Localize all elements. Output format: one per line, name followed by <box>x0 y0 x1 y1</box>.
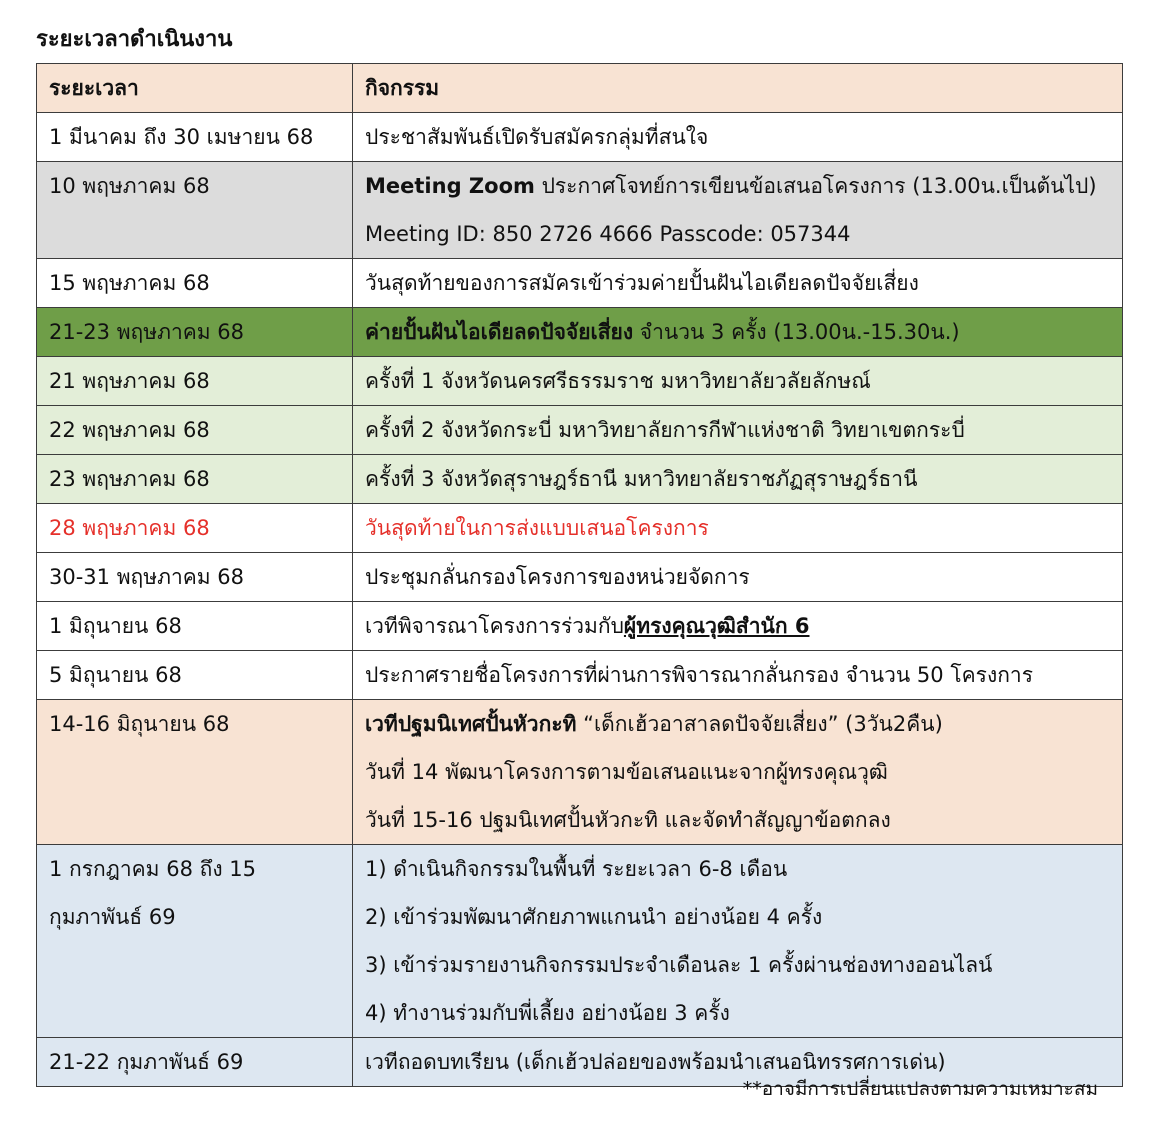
activity-line: วันที่ 15-16 ปฐมนิเทศปั้นหัวกะทิ และจัดทำสัญญาข้อตกลง <box>365 808 891 832</box>
table-row <box>37 553 1123 602</box>
table-row <box>37 651 1123 700</box>
table-row <box>37 162 1123 259</box>
row-period: 1 มีนาคม ถึง 30 เมษายน 68 <box>37 113 353 162</box>
table-row <box>37 308 1123 357</box>
row-period: 23 พฤษภาคม 68 <box>37 455 353 504</box>
activity-rest: ประกาศโจทย์การเขียนข้อเสนอโครงการ (13.00น.เป็นต้นไป) <box>534 174 1097 198</box>
activity-item: 2) เข้าร่วมพัฒนาศักยภาพแกนนำ อย่างน้อย 4 ครั้ง <box>365 905 823 929</box>
schedule-table <box>36 63 1123 1087</box>
activity-line: Meeting ID: 850 2726 4666 Passcode: 057344 <box>365 222 851 246</box>
row-period: 10 พฤษภาคม 68 <box>37 162 353 259</box>
table-row <box>37 845 1123 1038</box>
row-activity <box>353 700 1123 845</box>
row-period <box>37 845 353 1038</box>
table-row <box>37 113 1123 162</box>
row-activity <box>353 308 1123 357</box>
header-period: ระยะเวลา <box>37 64 353 113</box>
row-period: 21 พฤษภาคม 68 <box>37 357 353 406</box>
table-row <box>37 455 1123 504</box>
activity-bold: เวทีปฐมนิเทศปั้นหัวกะทิ <box>365 712 577 736</box>
page-title: ระยะเวลาดำเนินงาน <box>36 27 233 52</box>
row-period: 15 พฤษภาคม 68 <box>37 259 353 308</box>
activity-rest: จำนวน 3 ครั้ง (13.00น.-15.30น.) <box>633 320 960 344</box>
row-period: 30-31 พฤษภาคม 68 <box>37 553 353 602</box>
activity-line <box>365 700 1110 748</box>
activity-line <box>365 162 1110 210</box>
activity-pre: เวทีพิจารณาโครงการร่วมกับ <box>365 614 624 638</box>
row-period: 21-22 กุมภาพันธ์ 69 <box>37 1038 353 1087</box>
row-activity: ประกาศรายชื่อโครงการที่ผ่านการพิจารณากลั่นกรอง จำนวน 50 โครงการ <box>353 651 1123 700</box>
row-period: 21-23 พฤษภาคม 68 <box>37 308 353 357</box>
table-row <box>37 700 1123 845</box>
row-period: 22 พฤษภาคม 68 <box>37 406 353 455</box>
row-period: 5 มิถุนายน 68 <box>37 651 353 700</box>
table-row <box>37 259 1123 308</box>
row-activity: ครั้งที่ 1 จังหวัดนครศรีธรรมราช มหาวิทยาลัยวลัยลักษณ์ <box>353 357 1123 406</box>
activity-bold: Meeting Zoom <box>365 174 535 198</box>
row-period: 14-16 มิถุนายน 68 <box>37 700 353 845</box>
table-row-deadline <box>37 504 1123 553</box>
table-row <box>37 602 1123 651</box>
row-activity: ครั้งที่ 3 จังหวัดสุราษฎร์ธานี มหาวิทยาลัยราชภัฏสุราษฎร์ธานี <box>353 455 1123 504</box>
row-activity <box>353 162 1123 259</box>
row-activity <box>353 845 1123 1038</box>
period-line: 1 กรกฎาคม 68 ถึง 15 <box>49 857 256 881</box>
activity-line: วันที่ 14 พัฒนาโครงการตามข้อเสนอแนะจากผู้ทรงคุณวุฒิ <box>365 760 888 784</box>
table-row <box>37 357 1123 406</box>
activity-item: 3) เข้าร่วมรายงานกิจกรรมประจำเดือนละ 1 ครั้งผ่านช่องทางออนไลน์ <box>365 953 993 977</box>
activity-rest: “เด็กเฮ้วอาสาลดปัจจัยเสี่ยง” (3วัน2คืน) <box>576 712 943 736</box>
table-row <box>37 406 1123 455</box>
row-period: 28 พฤษภาคม 68 <box>37 504 353 553</box>
activity-item: 1) ดำเนินกิจกรรมในพื้นที่ ระยะเวลา 6-8 เดือน <box>365 857 788 881</box>
activity-bold: ค่ายปั้นฝันไอเดียลดปัจจัยเสี่ยง <box>365 320 634 344</box>
row-activity: ครั้งที่ 2 จังหวัดกระบี่ มหาวิทยาลัยการกีฬาแห่งชาติ วิทยาเขตกระบี่ <box>353 406 1123 455</box>
row-activity: ประชุมกลั่นกรองโครงการของหน่วยจัดการ <box>353 553 1123 602</box>
row-activity: วันสุดท้ายของการสมัครเข้าร่วมค่ายปั้นฝันไอเดียลดปัจจัยเสี่ยง <box>353 259 1123 308</box>
row-activity: เวทีถอดบทเรียน (เด็กเฮ้วปล่อยของพร้อมนำเสนอนิทรรศการเด่น) <box>353 1038 1123 1087</box>
header-activity: กิจกรรม <box>353 64 1123 113</box>
row-period: 1 มิถุนายน 68 <box>37 602 353 651</box>
footnote: **อาจมีการเปลี่ยนแปลงตามความเหมาะสม <box>742 1078 1098 1100</box>
row-activity: วันสุดท้ายในการส่งแบบเสนอโครงการ <box>353 504 1123 553</box>
row-activity <box>353 602 1123 651</box>
activity-emphasis: ผู้ทรงคุณวุฒิสำนัก 6 <box>623 614 810 638</box>
activity-item: 4) ทำงานร่วมกับพี่เลี้ยง อย่างน้อย 3 ครั้ง <box>365 1001 730 1025</box>
table-header-row <box>37 64 1123 113</box>
row-activity: ประชาสัมพันธ์เปิดรับสมัครกลุ่มที่สนใจ <box>353 113 1123 162</box>
period-line: กุมภาพันธ์ 69 <box>49 905 176 929</box>
